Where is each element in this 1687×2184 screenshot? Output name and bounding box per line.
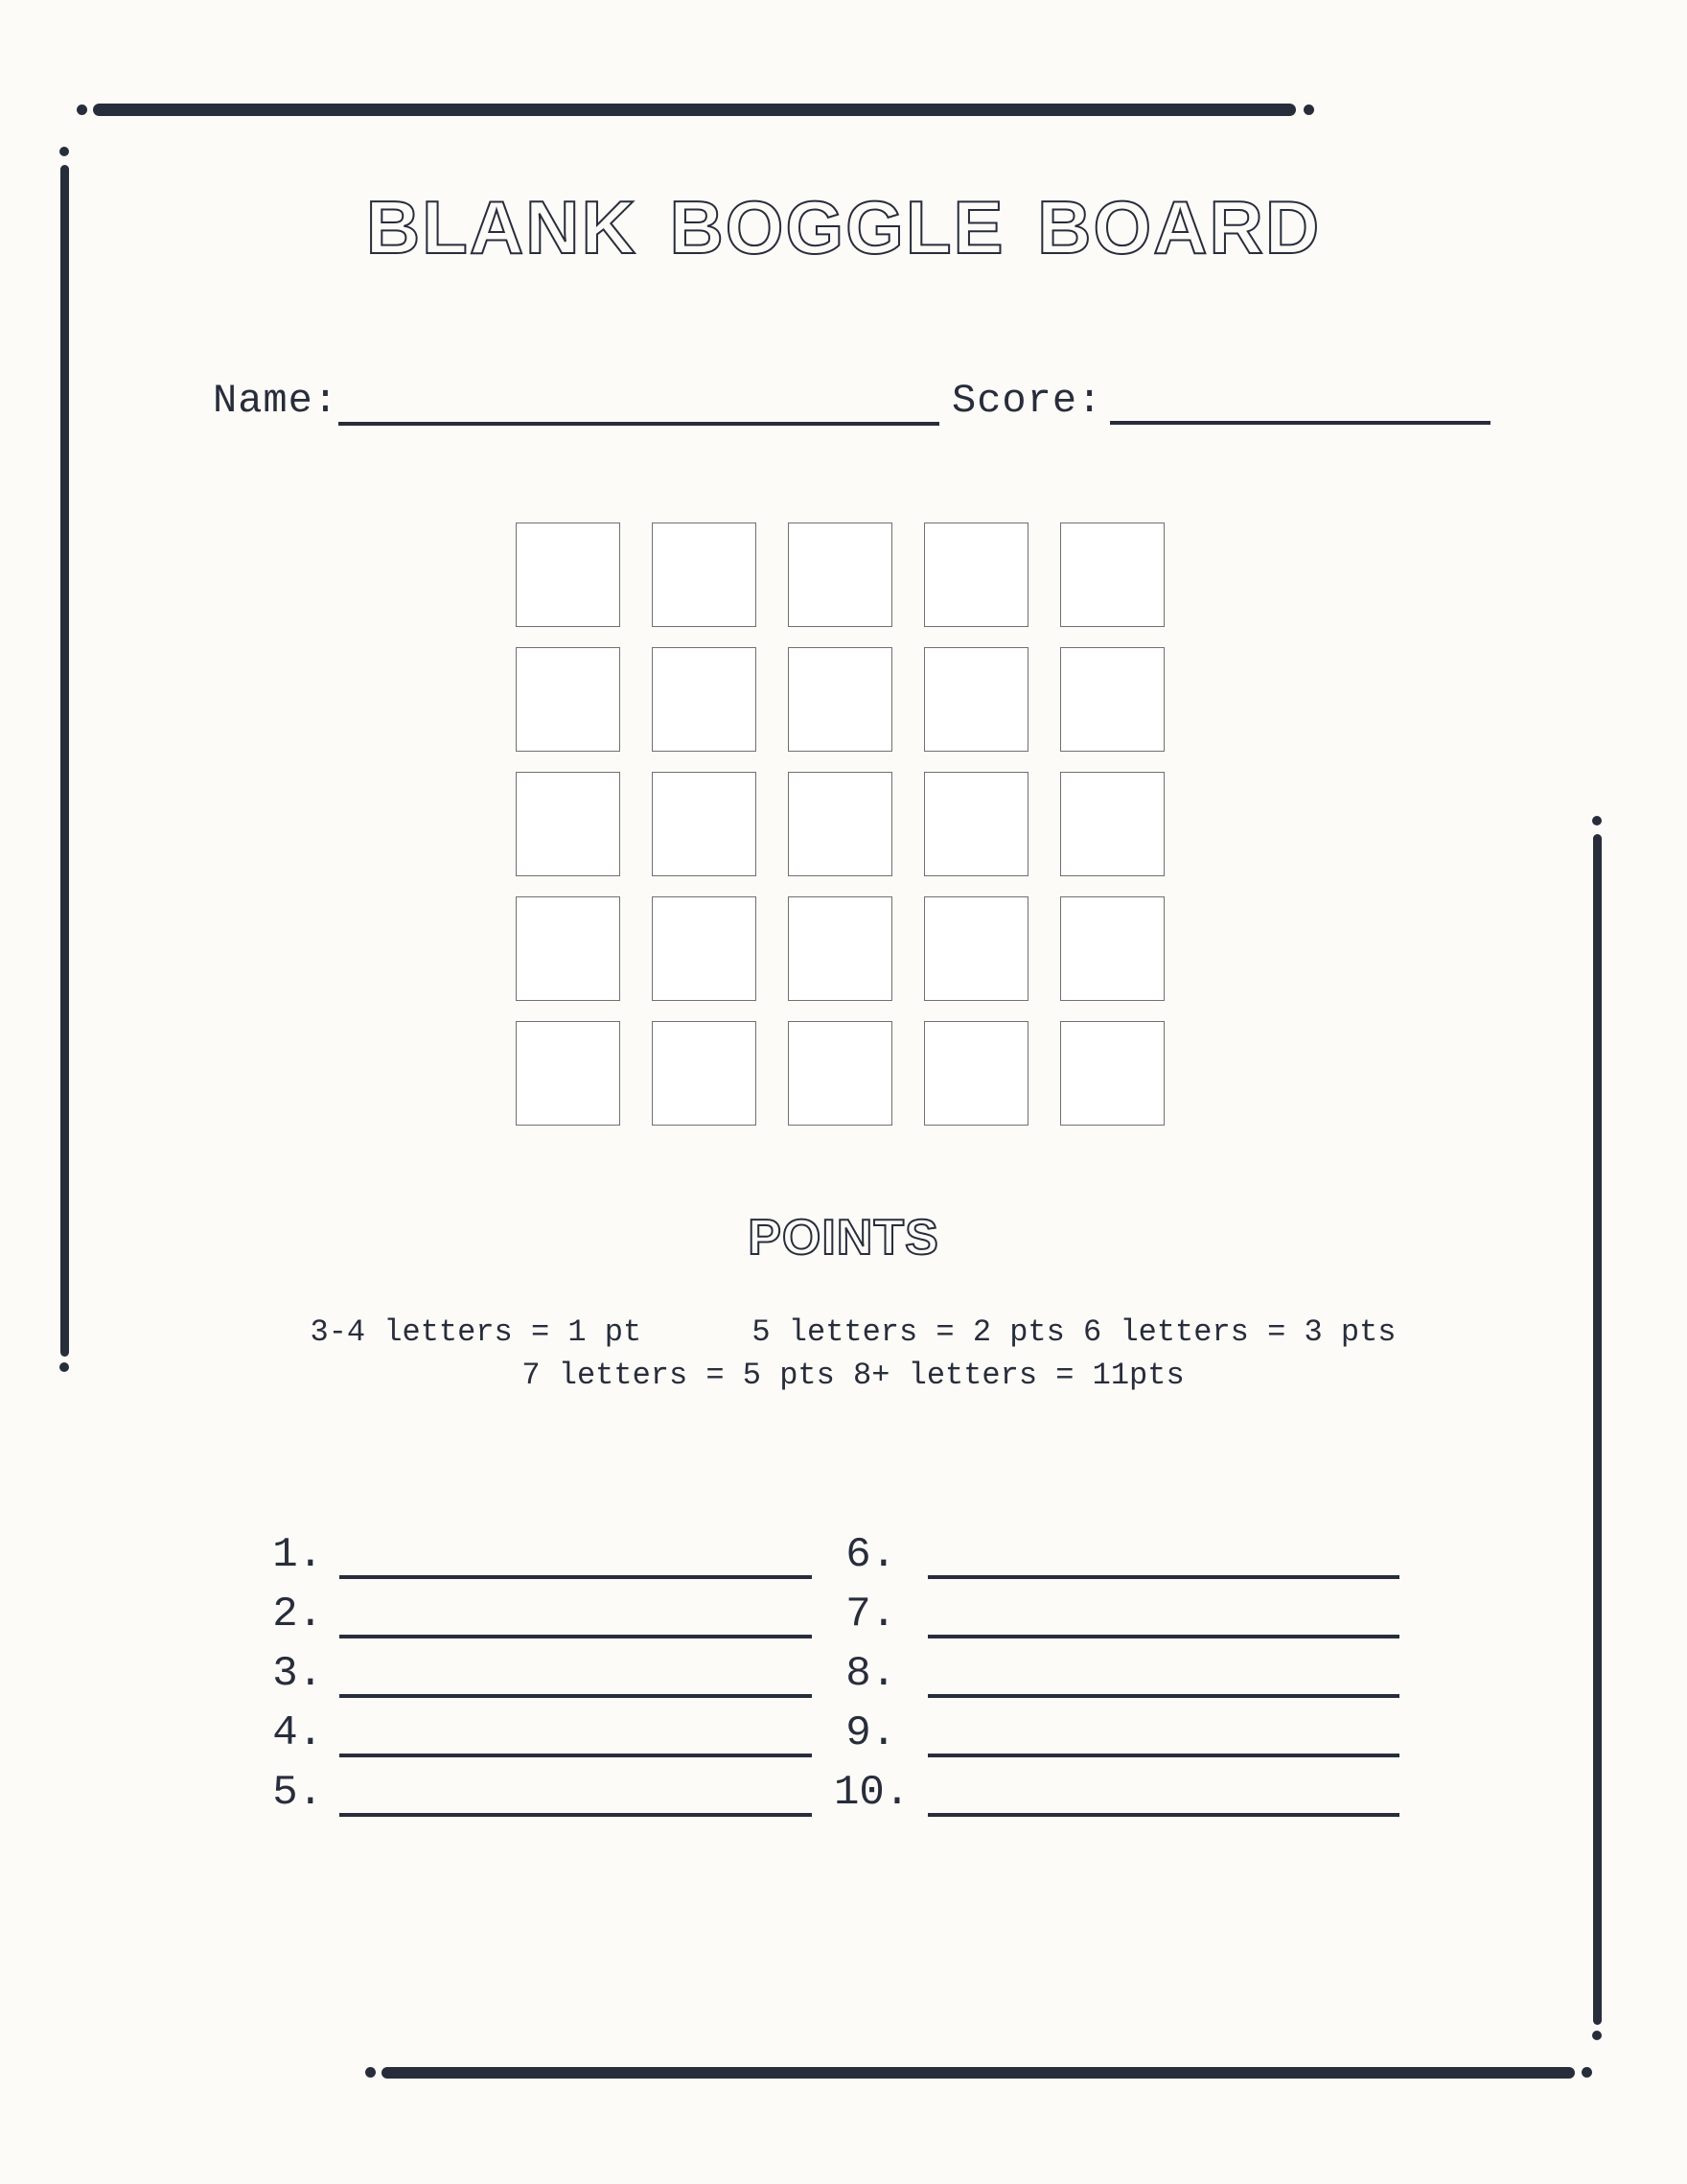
border-dot-top-right	[1304, 105, 1314, 115]
name-label: Name:	[213, 378, 339, 424]
word-list-left	[246, 1532, 812, 1829]
word-list-row	[834, 1651, 1399, 1710]
boggle-cell[interactable]	[652, 647, 756, 752]
word-field-line[interactable]	[339, 1575, 812, 1579]
boggle-cell[interactable]	[788, 647, 892, 752]
points-heading	[652, 1191, 1035, 1266]
word-list-row	[834, 1710, 1399, 1770]
word-list-right	[834, 1532, 1399, 1829]
word-list-row	[246, 1532, 812, 1592]
border-top-bar	[93, 104, 1296, 116]
word-field-line[interactable]	[928, 1575, 1399, 1579]
word-list-row	[834, 1770, 1399, 1829]
word-number: 9.	[845, 1709, 896, 1757]
border-right-bar	[1593, 834, 1602, 2025]
boggle-cell[interactable]	[924, 647, 1028, 752]
word-number: 5.	[272, 1769, 323, 1817]
name-field-line[interactable]	[338, 422, 939, 426]
boggle-cell[interactable]	[516, 772, 620, 876]
boggle-cell[interactable]	[516, 647, 620, 752]
page-title-text: BLANK BOGGLE BOARD	[365, 185, 1322, 269]
boggle-cell[interactable]	[788, 772, 892, 876]
border-dot-bottom-left	[365, 2067, 376, 2078]
boggle-cell[interactable]	[1060, 523, 1165, 627]
word-number: 8.	[845, 1650, 896, 1698]
border-dot-right-bottom	[1592, 2031, 1602, 2040]
word-number: 7.	[845, 1591, 896, 1638]
word-number: 2.	[272, 1591, 323, 1638]
border-dot-bottom-right	[1582, 2067, 1592, 2078]
boggle-cell[interactable]	[924, 1021, 1028, 1126]
boggle-cell[interactable]	[516, 523, 620, 627]
boggle-cell[interactable]	[788, 1021, 892, 1126]
word-list-row	[246, 1770, 812, 1829]
points-heading-text: POINTS	[748, 1210, 939, 1266]
border-dot-left-top	[59, 147, 69, 156]
boggle-cell[interactable]	[1060, 896, 1165, 1001]
border-left-bar	[60, 165, 69, 1357]
word-field-line[interactable]	[928, 1694, 1399, 1698]
boggle-cell[interactable]	[924, 896, 1028, 1001]
boggle-cell[interactable]	[924, 523, 1028, 627]
page-title	[297, 180, 1390, 271]
boggle-cell[interactable]	[924, 772, 1028, 876]
word-list-row	[246, 1710, 812, 1770]
word-list-row	[246, 1592, 812, 1651]
boggle-cell[interactable]	[1060, 772, 1165, 876]
word-field-line[interactable]	[339, 1694, 812, 1698]
boggle-grid	[516, 523, 1165, 1126]
points-rule-line-1: 3-4 letters = 1 pt 5 letters = 2 pts 6 letters = 3 pts	[310, 1314, 1397, 1350]
score-label: Score:	[952, 378, 1103, 424]
boggle-cell[interactable]	[1060, 1021, 1165, 1126]
word-list-row	[246, 1651, 812, 1710]
boggle-cell[interactable]	[1060, 647, 1165, 752]
boggle-cell[interactable]	[788, 896, 892, 1001]
word-field-line[interactable]	[339, 1635, 812, 1638]
word-field-line[interactable]	[928, 1635, 1399, 1638]
word-number: 6.	[845, 1531, 896, 1579]
boggle-cell[interactable]	[652, 1021, 756, 1126]
border-bottom-bar	[381, 2067, 1575, 2079]
word-number: 4.	[272, 1709, 323, 1757]
boggle-cell[interactable]	[516, 896, 620, 1001]
word-number: 1.	[272, 1531, 323, 1579]
word-field-line[interactable]	[928, 1754, 1399, 1757]
word-field-line[interactable]	[339, 1754, 812, 1757]
word-list-row	[834, 1532, 1399, 1592]
boggle-cell[interactable]	[652, 523, 756, 627]
word-number: 3.	[272, 1650, 323, 1698]
word-list-row	[834, 1592, 1399, 1651]
points-rule-line-2: 7 letters = 5 pts 8+ letters = 11pts	[521, 1358, 1185, 1393]
border-dot-right-top	[1592, 816, 1602, 825]
score-field-line[interactable]	[1110, 421, 1491, 425]
word-number: 10.	[834, 1769, 911, 1817]
boggle-cell[interactable]	[788, 523, 892, 627]
boggle-cell[interactable]	[516, 1021, 620, 1126]
boggle-cell[interactable]	[652, 896, 756, 1001]
border-dot-top-left	[77, 105, 87, 115]
boggle-cell[interactable]	[652, 772, 756, 876]
word-field-line[interactable]	[928, 1813, 1399, 1817]
word-field-line[interactable]	[339, 1813, 812, 1817]
